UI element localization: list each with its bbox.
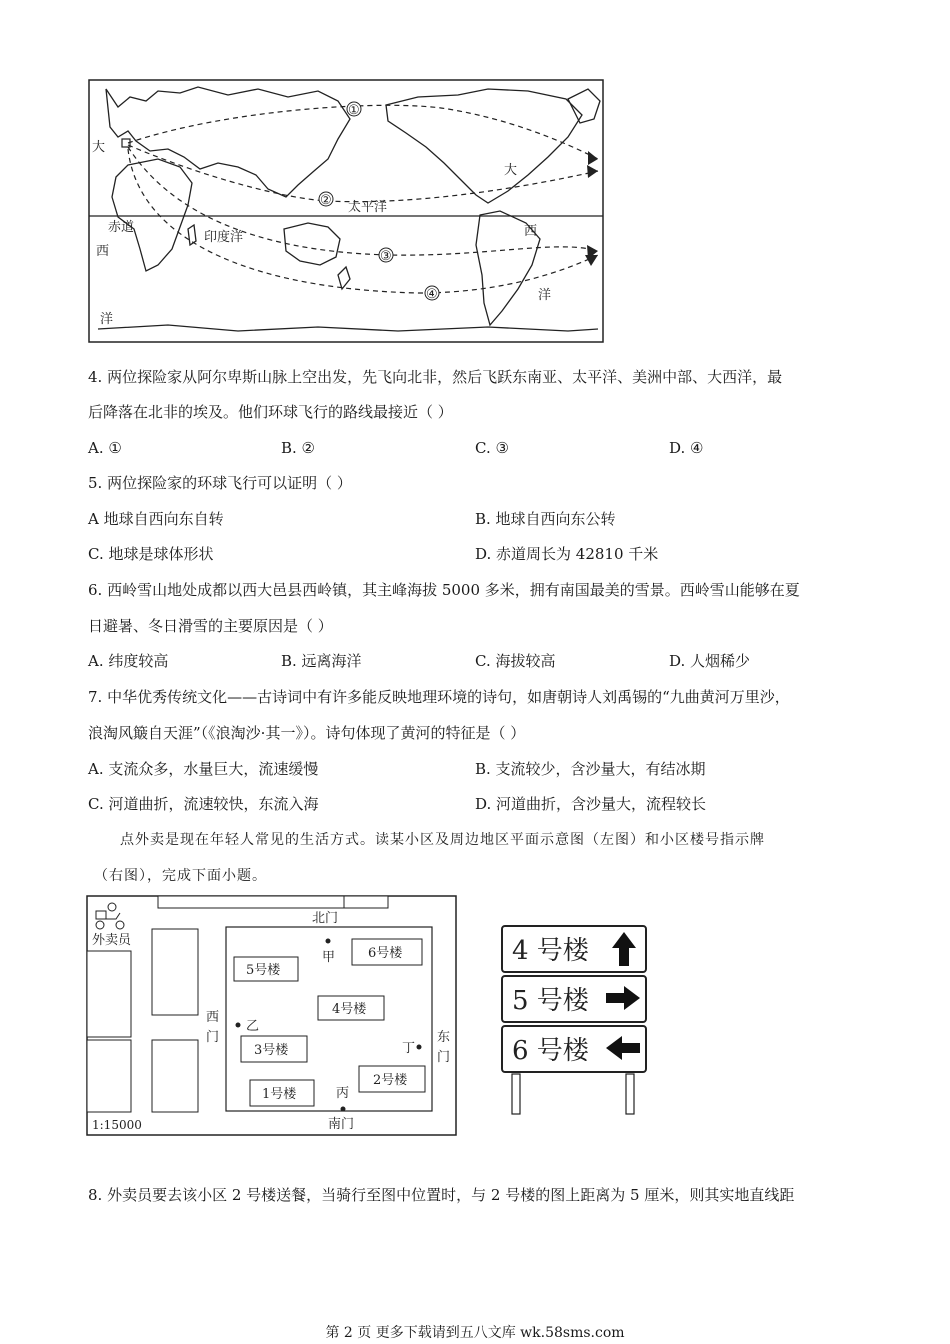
label-west-left: 西 bbox=[96, 244, 110, 259]
point-jia: 甲 bbox=[322, 950, 336, 965]
label-indian: 印度洋 bbox=[204, 230, 244, 245]
q8-stem-line-1: 8. 外卖员要去该小区 2 号楼送餐，当骑行至图中位置时，与 2 号楼的图上距离为 5 厘米，则其实地直线距 bbox=[88, 1186, 795, 1204]
east-gate-2: 门 bbox=[437, 1050, 451, 1065]
q5-option-b[interactable]: B. 地球自西向东公转 bbox=[475, 510, 616, 528]
route-4-label: ④ bbox=[426, 287, 438, 302]
q5-option-c[interactable]: C. 地球是球体形状 bbox=[88, 545, 214, 563]
q5-option-a[interactable]: A 地球自西向东自转 bbox=[88, 510, 224, 528]
sign-row-5-label: 5 号楼 bbox=[512, 986, 589, 1016]
route-3-label: ③ bbox=[380, 249, 392, 264]
label-pacific: 太平洋 bbox=[348, 200, 388, 215]
world-map bbox=[88, 79, 604, 343]
q7-stem-line-1: 7. 中华优秀传统文化——古诗词中有许多能反映地理环境的诗句，如唐朝诗人刘禹锡的“九曲黄河万里沙， bbox=[88, 688, 790, 706]
point-yi: 乙 bbox=[246, 1019, 260, 1034]
label-ocean-left: 洋 bbox=[100, 312, 114, 327]
q4-option-c[interactable]: C. ③ bbox=[475, 439, 509, 457]
label-atlantic-top: 大 bbox=[92, 140, 106, 155]
q4-option-d[interactable]: D. ④ bbox=[669, 439, 704, 457]
q4-stem-line-1: 4. 两位探险家从阿尔卑斯山脉上空出发，先飞向北非，然后飞跃东南亚、太平洋、美洲中部、大西洋，最 bbox=[88, 368, 783, 386]
label-atlantic-right: 大 bbox=[504, 163, 518, 178]
q6-option-c[interactable]: C. 海拔较高 bbox=[475, 652, 556, 670]
q7-option-b[interactable]: B. 支流较少，含沙量大，有结冰期 bbox=[475, 760, 706, 778]
q7-option-c[interactable]: C. 河道曲折，流速较快，东流入海 bbox=[88, 795, 319, 813]
sign-row-4-label: 4 号楼 bbox=[512, 936, 589, 966]
sign-row-6-label: 6 号楼 bbox=[512, 1036, 589, 1066]
q6-stem-line-2: 日避暑、冬日滑雪的主要原因是（ ） bbox=[88, 617, 333, 635]
west-gate-2: 门 bbox=[206, 1030, 220, 1045]
north-gate: 北门 bbox=[312, 911, 339, 926]
q6-option-a[interactable]: A. 纬度较高 bbox=[88, 652, 169, 670]
building-1: 1号楼 bbox=[262, 1087, 297, 1102]
building-3: 3号楼 bbox=[254, 1043, 289, 1058]
q4-option-b[interactable]: B. ② bbox=[281, 439, 316, 457]
community-map bbox=[86, 895, 458, 1137]
building-4: 4号楼 bbox=[332, 1002, 367, 1017]
building-signboard bbox=[500, 924, 650, 1116]
q5-stem: 5. 两位探险家的环球飞行可以证明（ ） bbox=[88, 474, 352, 492]
q4-option-a[interactable]: A. ① bbox=[88, 439, 122, 457]
map-scale: 1:15000 bbox=[92, 1118, 142, 1132]
courier-label: 外卖员 bbox=[92, 933, 132, 948]
south-gate: 南门 bbox=[328, 1117, 355, 1132]
page-footer: 第 2 页 更多下载请到五八文库 wk.58sms.com bbox=[325, 1325, 625, 1341]
route-1-label: ① bbox=[348, 103, 360, 118]
point-bing: 丙 bbox=[336, 1086, 350, 1101]
q6-option-b[interactable]: B. 远离海洋 bbox=[281, 652, 362, 670]
building-6: 6号楼 bbox=[368, 946, 403, 961]
building-2: 2号楼 bbox=[373, 1073, 408, 1088]
east-gate-1: 东 bbox=[437, 1030, 451, 1045]
intro-line-2: （右图），完成下面小题。 bbox=[94, 868, 267, 884]
q6-option-d[interactable]: D. 人烟稀少 bbox=[669, 652, 751, 670]
q5-option-d[interactable]: D. 赤道周长为 42810 千米 bbox=[475, 545, 659, 563]
route-2-label: ② bbox=[320, 193, 332, 208]
west-gate-1: 西 bbox=[206, 1010, 220, 1025]
q7-stem-line-2: 浪淘风簸自天涯”（《浪淘沙·其一》）。诗句体现了黄河的特征是（ ） bbox=[88, 724, 526, 742]
intro-line-1: 点外卖是现在年轻人常见的生活方式。读某小区及周边地区平面示意图（左图）和小区楼号指示牌 bbox=[120, 832, 765, 848]
q6-stem-line-1: 6. 西岭雪山地处成都以西大邑县西岭镇，其主峰海拔 5000 多米，拥有南国最美的雪景。西岭雪山能够在夏 bbox=[88, 581, 800, 599]
q4-stem-line-2: 后降落在北非的埃及。他们环球飞行的路线最接近（ ） bbox=[88, 403, 453, 421]
q7-option-d[interactable]: D. 河道曲折，含沙量大，流程较长 bbox=[475, 795, 707, 813]
label-equator: 赤道 bbox=[108, 220, 135, 235]
building-5: 5号楼 bbox=[246, 963, 281, 978]
label-west-right: 西 bbox=[524, 224, 538, 239]
q7-option-a[interactable]: A. 支流众多，水量巨大，流速缓慢 bbox=[88, 760, 319, 778]
point-ding: 丁 bbox=[402, 1041, 416, 1056]
label-ocean-right: 洋 bbox=[538, 288, 552, 303]
